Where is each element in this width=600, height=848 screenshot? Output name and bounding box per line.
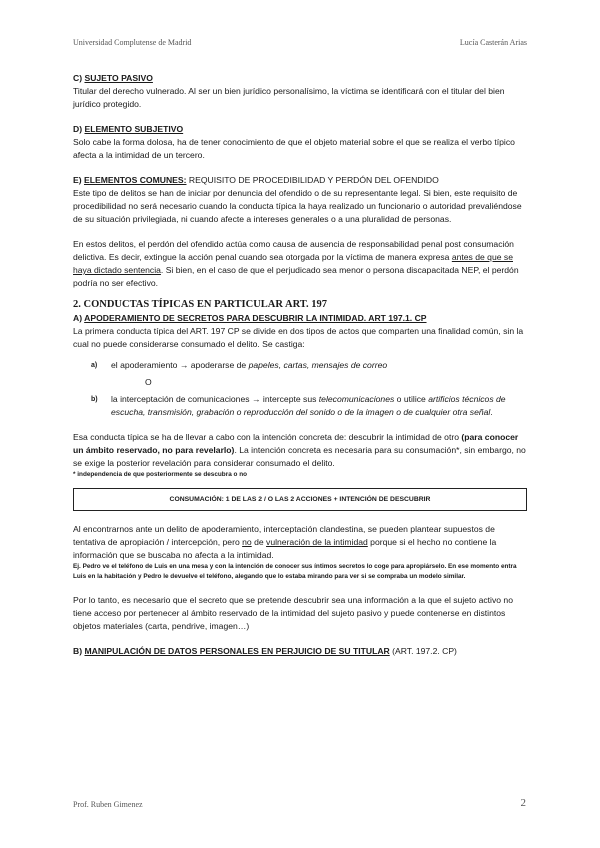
section-d-heading [73,123,527,136]
section-2a-heading [73,312,527,325]
section-title: ELEMENTO SUBJETIVO [84,124,184,134]
list-item-a: a) el apoderamiento → apoderarse de papeles, cartas, mensajes de correo [91,360,388,370]
consumption-box: CONSUMACIÓN: 1 DE LAS 2 / O LAS 2 ACCIONES + INTENCIÓN DE DESCUBRIR [73,488,527,511]
section-title: APODERAMIENTO DE SECRETOS PARA DESCUBRIR LA INTIMIDAD. ART 197.1. CP [84,313,427,323]
footer-professor: Prof. Ruben Gimenez [73,800,143,809]
page-number: 2 [520,797,526,809]
section-e-heading [73,174,527,187]
intention-paragraph: Esa conducta típica se ha de llevar a cabo con la intención concreta de: descubrir la intimidad de otro (para conocer un ámbito reservado, no para revelarlo). La intención concreta es necesaria para su consumación*, sin embargo, no se exige la posterior revelación para considerar consumado el delito. [73,432,526,468]
section-2a-intro: La primera conducta típica del ART. 197 CP se divide en dos tipos de actos que comparten una finalidad común, sin la cual no puede considerarse consumado el delito. Se castiga: [73,326,524,349]
section-title: SUJETO PASIVO [84,73,153,83]
section-c-text: Titular del derecho vulnerado. Al ser un bien jurídico personalísimo, la víctima se identificará con el titular del bien jurídico protegido. [73,86,505,109]
or-separator: O [145,377,152,387]
section-letter: E) [73,175,82,185]
section-e-paragraph-1: Este tipo de delitos se han de iniciar por denuncia del ofendido o de su representante legal. Si bien, este requisito de procedibilidad no será necesario cuando la conducta típica la haya realizado un funcionario o autoridad prevaliéndose de su situación privilegiada, ni cuando afecte a intereses generales o a una pluralidad de personas. [73,188,522,224]
section-letter: B) [73,646,83,656]
attempt-paragraph: Al encontrarnos ante un delito de apoderamiento, interceptación clandestina, se pueden plantear supuestos de tentativa de apropiación / intercepción, pero no de vulneración de la intimidad porque si el hecho no contiene la información que se buscaba no afecta a la intimidad. [73,524,497,560]
section-c-heading [73,72,527,85]
section-letter: C) [73,73,83,83]
section-title: MANIPULACIÓN DE DATOS PERSONALES EN PERJUICIO DE SU TITULAR [84,646,390,656]
section-e-paragraph-2: En estos delitos, el perdón del ofendido actúa como causa de ausencia de responsabilidad penal post consumación delictiva. Es decir, extingue la acción penal cuando sea otorgada por la víctima de manera expresa antes de que se haya dictado sentencia. Si bien, en el caso de que el perjudicado sea menor o persona discapacitada NEP, el perdón podría no ser efectivo. [73,239,519,288]
section-2-title: 2. CONDUCTAS TÍPICAS EN PARTICULAR ART. 197 [73,299,328,310]
section-letter: A) [73,313,83,323]
document-body [73,72,527,658]
example-text: Ej. Pedro ve el teléfono de Luis en una mesa y con la intención de conocer sus íntimos secretos lo coge para apropiárselo. En ese momento entra Luis en la habitación y Pedro le devuelve el teléfono, alegando que lo estaba mirando para ver si se compraba un modelo similar. [73,563,517,580]
list-item-b: b) la interceptación de comunicaciones → intercepte sus telecomunicaciones o utilice artificios técnicos de escucha, transmisión, grabación o reproducción del sonido o de la imagen o de cualquier otra señal. [91,394,506,417]
section-reference: (ART. 197.2. CP) [392,646,457,656]
section-2b-heading [73,645,527,658]
header-author: Lucía Casterán Arias [459,38,527,47]
section-subtitle: REQUISITO DE PROCEDIBILIDAD Y PERDÓN DEL OFENDIDO [188,175,439,185]
conclusion-paragraph: Por lo tanto, es necesario que el secreto que se pretende descubrir sea una información a la que el sujeto activo no tiene acceso por pertenecer al ámbito reservado de la intimidad del sujeto pasivo y puede contenerse en distintos objetos materiales (carta, pendrive, imagen…) [73,595,513,631]
section-title: ELEMENTOS COMUNES: [83,175,187,185]
header-university: Universidad Complutense de Madrid [73,38,192,47]
footnote: * independencia de que posteriormente se descubra o no [73,471,248,478]
section-d-text: Solo cabe la forma dolosa, ha de tener conocimiento de que el objeto material sobre el que se realiza el verbo típico afecta a la intimidad de un tercero. [73,137,515,160]
section-letter: D) [73,124,83,134]
